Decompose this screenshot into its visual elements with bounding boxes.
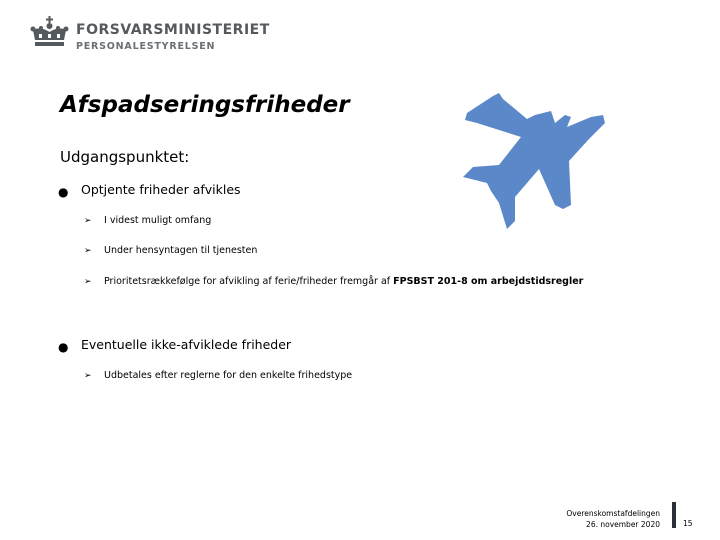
footer-department: Overenskomstafdelingen <box>566 509 660 518</box>
crown-icon <box>30 16 70 50</box>
org-unit: PERSONALESTYRELSEN <box>76 41 216 52</box>
sub-bullet-text-regular: Prioritetsrækkefølge for afvikling af ferie/friheder fremgår af <box>104 276 394 287</box>
ministry-logo <box>30 16 270 52</box>
fighter-jet-icon <box>455 93 610 238</box>
sub-bullet-text <box>104 276 583 287</box>
footer-divider <box>672 502 676 528</box>
bullet-dot: ● <box>58 185 69 199</box>
page-number: 15 <box>683 519 693 528</box>
bullet-text: Eventuelle ikke-afviklede friheder <box>81 337 292 352</box>
arrow-bullet-icon: ➢ <box>84 277 92 287</box>
slide-title: Afspadseringsfriheder <box>60 92 350 118</box>
bullet-text: Optjente friheder afvikles <box>81 182 241 197</box>
arrow-bullet-icon: ➢ <box>84 216 92 226</box>
arrow-bullet-icon: ➢ <box>84 371 92 381</box>
sub-bullet-text: Under hensyntagen til tjenesten <box>104 245 258 256</box>
footer-date: 26. november 2020 <box>586 520 660 529</box>
sub-bullet-text-bold: FPSBST 201-8 om arbejdstidsregler <box>393 276 584 287</box>
footer-info <box>566 508 660 530</box>
sub-bullet-text: I videst muligt omfang <box>104 215 212 226</box>
bullet-dot: ● <box>58 340 69 354</box>
org-name: FORSVARSMINISTERIET <box>76 22 270 38</box>
subtitle: Udgangspunktet: <box>60 148 190 166</box>
sub-bullet-text: Udbetales efter reglerne for den enkelte frihedstype <box>104 370 353 381</box>
arrow-bullet-icon: ➢ <box>84 246 92 256</box>
